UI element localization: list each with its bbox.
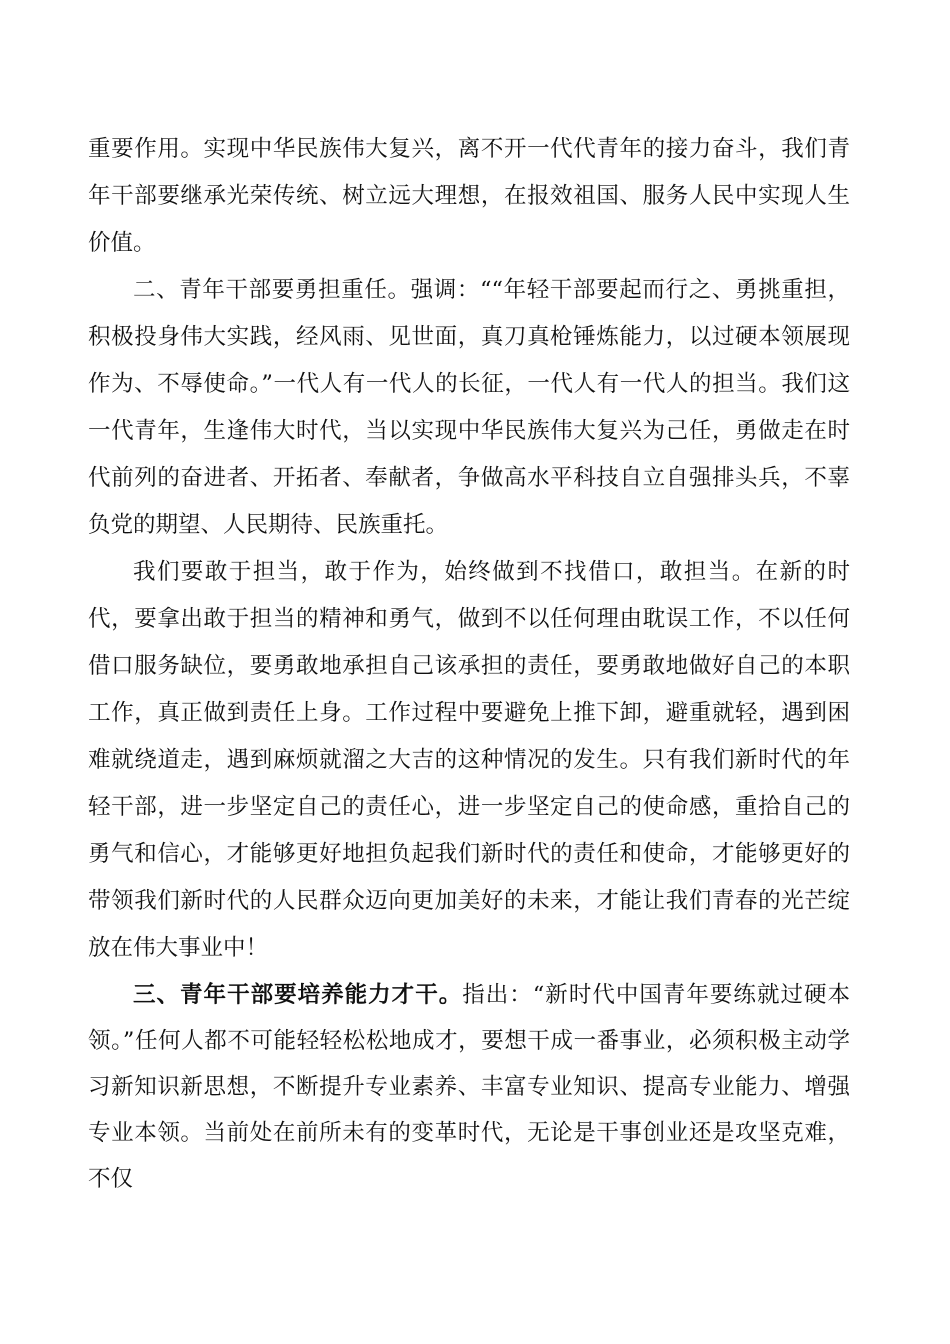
paragraph-3-text: 我们要敢于担当，敢于作为，始终做到不找借口，敢担当。在新的时代，要拿出敢于担当的精神和勇气，做到不以任何理由耽误工作，不以任何借口服务缺位，要勇敢地承担自己该承担的责任，要勇敢地做好自己的本职工作，真正做到责任上身。工作过程中要避免上推下卸，避重就轻，遇到困难就绕道走，遇到麻烦就溜之大吉的这种情况的发生。只有我们新时代的年轻干部，进一步坚定自己的责任心，进一步坚定自己的使命感，重拾自己的勇气和信心，才能够更好地担负起我们新时代的责任和使命，才能够更好的带领我们新时代的人民群众迈向更加美好的未来，才能让我们青春的光芒绽放在伟大事业中！	[88, 559, 850, 961]
document-body	[88, 126, 850, 1202]
paragraph-4-heading: 三、青年干部要培养能力才干。	[133, 982, 463, 1008]
paragraph-4-text: 指出：“新时代中国青年要练就过硬本领。”任何人都不可能轻轻松松地成才，要想干成一番事业，必须积极主动学习新知识新思想，不断提升专业素养、丰富专业知识、提高专业能力、增强专业本领。当前处在前所未有的变革时代，无论是干事创业还是攻坚克难，不仅	[88, 982, 850, 1192]
paragraph-1-text: 重要作用。实现中华民族伟大复兴，离不开一代代青年的接力奋斗，我们青年干部要继承光荣传统、树立远大理想，在报效祖国、服务人民中实现人生价值。	[88, 136, 850, 256]
paragraph-3	[88, 549, 850, 972]
paragraph-2	[88, 267, 850, 549]
paragraph-2-text: 二、青年干部要勇担重任。强调：““年轻干部要起而行之、勇挑重担，积极投身伟大实践，经风雨、见世面，真刀真枪锤炼能力，以过硬本领展现作为、不辱使命。”一代人有一代人的长征，一代人有一代人的担当。我们这一代青年，生逢伟大时代，当以实现中华民族伟大复兴为己任，勇做走在时代前列的奋进者、开拓者、奉献者，争做高水平科技自立自强排头兵，不辜负党的期望、人民期待、民族重托。	[88, 277, 850, 538]
paragraph-4	[88, 972, 850, 1202]
paragraph-1	[88, 126, 850, 267]
